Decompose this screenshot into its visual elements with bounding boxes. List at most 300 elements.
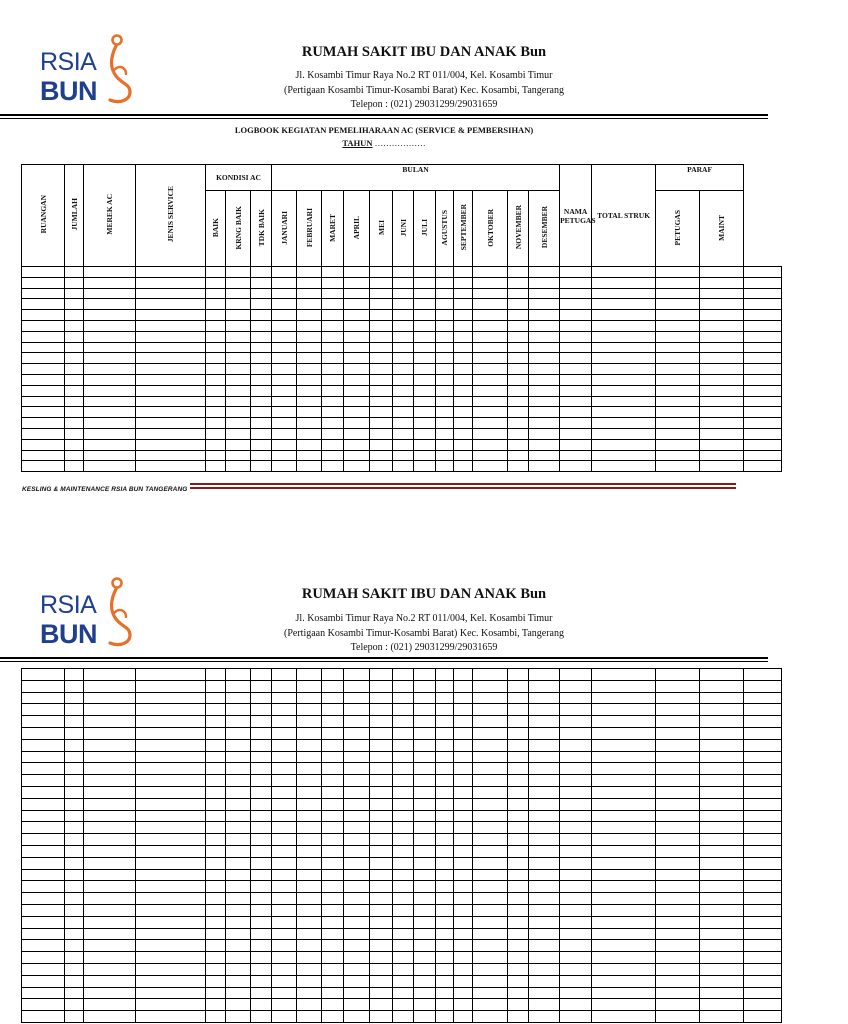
table-cell[interactable]: [22, 751, 65, 763]
table-cell[interactable]: [226, 916, 251, 928]
table-cell[interactable]: [414, 893, 436, 905]
table-cell[interactable]: [251, 727, 272, 739]
table-cell[interactable]: [700, 822, 744, 834]
table-cell[interactable]: [22, 374, 65, 385]
table-cell[interactable]: [592, 786, 656, 798]
table-cell[interactable]: [508, 869, 529, 881]
table-cell[interactable]: [529, 704, 560, 716]
table-cell[interactable]: [560, 739, 592, 751]
table-cell[interactable]: [272, 739, 297, 751]
table-cell[interactable]: [473, 857, 508, 869]
table-cell[interactable]: [226, 461, 251, 472]
table-cell[interactable]: [322, 299, 344, 310]
table-cell[interactable]: [592, 798, 656, 810]
table-cell[interactable]: [226, 952, 251, 964]
table-cell[interactable]: [454, 963, 473, 975]
table-cell[interactable]: [700, 342, 744, 353]
table-cell[interactable]: [84, 916, 136, 928]
table-cell[interactable]: [251, 786, 272, 798]
table-cell[interactable]: [251, 669, 272, 681]
table-cell[interactable]: [529, 267, 560, 278]
table-cell[interactable]: [344, 716, 370, 728]
table-cell[interactable]: [700, 267, 744, 278]
table-cell[interactable]: [322, 822, 344, 834]
table-cell[interactable]: [473, 786, 508, 798]
table-cell[interactable]: [297, 928, 322, 940]
table-cell[interactable]: [700, 810, 744, 822]
table-cell[interactable]: [370, 963, 393, 975]
table-cell[interactable]: [226, 396, 251, 407]
table-cell[interactable]: [744, 751, 782, 763]
table-cell[interactable]: [414, 739, 436, 751]
table-cell[interactable]: [473, 353, 508, 364]
table-cell[interactable]: [272, 342, 297, 353]
table-cell[interactable]: [508, 1011, 529, 1023]
table-cell[interactable]: [592, 353, 656, 364]
table-cell[interactable]: [272, 1011, 297, 1023]
table-cell[interactable]: [473, 940, 508, 952]
table-cell[interactable]: [508, 450, 529, 461]
table-cell[interactable]: [592, 418, 656, 429]
table-cell[interactable]: [508, 963, 529, 975]
table-cell[interactable]: [272, 798, 297, 810]
table-cell[interactable]: [344, 342, 370, 353]
table-cell[interactable]: [393, 267, 414, 278]
table-cell[interactable]: [136, 461, 206, 472]
table-cell[interactable]: [414, 822, 436, 834]
table-cell[interactable]: [226, 904, 251, 916]
table-cell[interactable]: [473, 810, 508, 822]
table-cell[interactable]: [700, 999, 744, 1011]
table-cell[interactable]: [136, 331, 206, 342]
table-cell[interactable]: [393, 727, 414, 739]
table-cell[interactable]: [473, 751, 508, 763]
table-cell[interactable]: [297, 353, 322, 364]
table-cell[interactable]: [414, 810, 436, 822]
table-cell[interactable]: [226, 680, 251, 692]
table-cell[interactable]: [65, 680, 84, 692]
table-cell[interactable]: [393, 364, 414, 375]
table-cell[interactable]: [84, 310, 136, 321]
table-cell[interactable]: [370, 680, 393, 692]
table-cell[interactable]: [744, 692, 782, 704]
table-cell[interactable]: [508, 680, 529, 692]
table-cell[interactable]: [251, 739, 272, 751]
table-cell[interactable]: [744, 450, 782, 461]
table-cell[interactable]: [136, 450, 206, 461]
table-cell[interactable]: [656, 450, 700, 461]
table-cell[interactable]: [436, 299, 454, 310]
table-cell[interactable]: [414, 385, 436, 396]
table-cell[interactable]: [744, 916, 782, 928]
table-cell[interactable]: [473, 952, 508, 964]
table-cell[interactable]: [65, 786, 84, 798]
table-cell[interactable]: [393, 822, 414, 834]
table-cell[interactable]: [251, 963, 272, 975]
table-cell[interactable]: [508, 288, 529, 299]
table-cell[interactable]: [656, 1011, 700, 1023]
table-cell[interactable]: [414, 963, 436, 975]
table-cell[interactable]: [508, 299, 529, 310]
table-cell[interactable]: [529, 928, 560, 940]
table-cell[interactable]: [560, 987, 592, 999]
table-cell[interactable]: [473, 692, 508, 704]
table-cell[interactable]: [473, 342, 508, 353]
table-cell[interactable]: [393, 310, 414, 321]
table-cell[interactable]: [744, 716, 782, 728]
table-cell[interactable]: [206, 869, 226, 881]
table-cell[interactable]: [65, 857, 84, 869]
table-cell[interactable]: [297, 834, 322, 846]
table-cell[interactable]: [272, 975, 297, 987]
table-cell[interactable]: [656, 407, 700, 418]
table-cell[interactable]: [344, 331, 370, 342]
table-cell[interactable]: [84, 727, 136, 739]
table-cell[interactable]: [65, 893, 84, 905]
table-cell[interactable]: [322, 310, 344, 321]
table-cell[interactable]: [344, 418, 370, 429]
table-cell[interactable]: [272, 963, 297, 975]
table-cell[interactable]: [414, 310, 436, 321]
table-cell[interactable]: [473, 822, 508, 834]
table-cell[interactable]: [560, 716, 592, 728]
table-cell[interactable]: [454, 763, 473, 775]
table-cell[interactable]: [592, 277, 656, 288]
table-cell[interactable]: [226, 893, 251, 905]
table-cell[interactable]: [473, 704, 508, 716]
table-cell[interactable]: [344, 893, 370, 905]
table-cell[interactable]: [65, 916, 84, 928]
table-cell[interactable]: [473, 310, 508, 321]
table-cell[interactable]: [251, 374, 272, 385]
table-cell[interactable]: [322, 267, 344, 278]
table-cell[interactable]: [508, 845, 529, 857]
table-cell[interactable]: [370, 893, 393, 905]
table-cell[interactable]: [272, 310, 297, 321]
table-cell[interactable]: [529, 893, 560, 905]
table-cell[interactable]: [251, 822, 272, 834]
table-cell[interactable]: [297, 763, 322, 775]
table-cell[interactable]: [65, 342, 84, 353]
table-cell[interactable]: [529, 331, 560, 342]
table-cell[interactable]: [370, 461, 393, 472]
table-cell[interactable]: [251, 396, 272, 407]
table-cell[interactable]: [322, 952, 344, 964]
table-cell[interactable]: [656, 987, 700, 999]
table-cell[interactable]: [206, 798, 226, 810]
table-cell[interactable]: [322, 739, 344, 751]
table-cell[interactable]: [297, 893, 322, 905]
table-cell[interactable]: [414, 288, 436, 299]
table-cell[interactable]: [592, 374, 656, 385]
table-cell[interactable]: [22, 692, 65, 704]
table-cell[interactable]: [322, 692, 344, 704]
table-cell[interactable]: [65, 461, 84, 472]
table-cell[interactable]: [65, 385, 84, 396]
table-cell[interactable]: [136, 763, 206, 775]
table-cell[interactable]: [700, 310, 744, 321]
table-cell[interactable]: [560, 727, 592, 739]
table-cell[interactable]: [251, 881, 272, 893]
table-cell[interactable]: [473, 669, 508, 681]
table-cell[interactable]: [344, 1011, 370, 1023]
table-cell[interactable]: [744, 727, 782, 739]
table-cell[interactable]: [22, 428, 65, 439]
table-cell[interactable]: [226, 418, 251, 429]
table-cell[interactable]: [136, 288, 206, 299]
table-cell[interactable]: [251, 893, 272, 905]
table-cell[interactable]: [529, 798, 560, 810]
table-cell[interactable]: [560, 428, 592, 439]
table-cell[interactable]: [414, 331, 436, 342]
table-cell[interactable]: [508, 999, 529, 1011]
table-cell[interactable]: [344, 739, 370, 751]
table-cell[interactable]: [592, 428, 656, 439]
table-cell[interactable]: [136, 299, 206, 310]
table-cell[interactable]: [370, 822, 393, 834]
table-cell[interactable]: [744, 439, 782, 450]
table-cell[interactable]: [592, 342, 656, 353]
table-cell[interactable]: [473, 407, 508, 418]
table-cell[interactable]: [473, 331, 508, 342]
table-cell[interactable]: [473, 320, 508, 331]
table-cell[interactable]: [436, 751, 454, 763]
table-cell[interactable]: [414, 881, 436, 893]
table-cell[interactable]: [393, 692, 414, 704]
table-cell[interactable]: [529, 692, 560, 704]
table-cell[interactable]: [529, 396, 560, 407]
table-cell[interactable]: [22, 822, 65, 834]
table-cell[interactable]: [297, 299, 322, 310]
table-cell[interactable]: [297, 798, 322, 810]
table-cell[interactable]: [22, 396, 65, 407]
table-cell[interactable]: [414, 975, 436, 987]
table-cell[interactable]: [65, 439, 84, 450]
table-cell[interactable]: [744, 288, 782, 299]
table-cell[interactable]: [744, 822, 782, 834]
table-cell[interactable]: [297, 881, 322, 893]
table-cell[interactable]: [393, 952, 414, 964]
table-cell[interactable]: [656, 320, 700, 331]
table-cell[interactable]: [744, 904, 782, 916]
table-cell[interactable]: [84, 299, 136, 310]
table-cell[interactable]: [272, 987, 297, 999]
table-cell[interactable]: [508, 893, 529, 905]
table-cell[interactable]: [226, 288, 251, 299]
table-cell[interactable]: [393, 396, 414, 407]
table-cell[interactable]: [322, 893, 344, 905]
table-cell[interactable]: [370, 775, 393, 787]
table-cell[interactable]: [700, 928, 744, 940]
table-cell[interactable]: [656, 364, 700, 375]
table-cell[interactable]: [508, 716, 529, 728]
table-cell[interactable]: [744, 786, 782, 798]
table-cell[interactable]: [560, 810, 592, 822]
table-cell[interactable]: [592, 727, 656, 739]
table-cell[interactable]: [529, 680, 560, 692]
table-cell[interactable]: [136, 845, 206, 857]
table-cell[interactable]: [272, 407, 297, 418]
table-cell[interactable]: [454, 450, 473, 461]
table-cell[interactable]: [656, 775, 700, 787]
table-cell[interactable]: [656, 940, 700, 952]
table-cell[interactable]: [744, 798, 782, 810]
table-cell[interactable]: [136, 834, 206, 846]
table-cell[interactable]: [65, 418, 84, 429]
table-cell[interactable]: [436, 331, 454, 342]
table-cell[interactable]: [22, 288, 65, 299]
table-cell[interactable]: [560, 407, 592, 418]
table-cell[interactable]: [454, 716, 473, 728]
table-cell[interactable]: [744, 299, 782, 310]
table-cell[interactable]: [344, 680, 370, 692]
table-cell[interactable]: [473, 267, 508, 278]
table-cell[interactable]: [473, 999, 508, 1011]
table-cell[interactable]: [297, 810, 322, 822]
table-cell[interactable]: [592, 739, 656, 751]
table-cell[interactable]: [473, 385, 508, 396]
table-cell[interactable]: [393, 716, 414, 728]
table-cell[interactable]: [206, 680, 226, 692]
table-cell[interactable]: [226, 963, 251, 975]
table-cell[interactable]: [251, 751, 272, 763]
table-cell[interactable]: [65, 692, 84, 704]
table-cell[interactable]: [393, 1011, 414, 1023]
table-cell[interactable]: [454, 680, 473, 692]
table-cell[interactable]: [344, 834, 370, 846]
table-cell[interactable]: [22, 763, 65, 775]
table-cell[interactable]: [226, 353, 251, 364]
table-cell[interactable]: [414, 869, 436, 881]
table-cell[interactable]: [136, 385, 206, 396]
table-cell[interactable]: [744, 834, 782, 846]
table-cell[interactable]: [251, 428, 272, 439]
table-cell[interactable]: [700, 704, 744, 716]
table-cell[interactable]: [414, 775, 436, 787]
table-cell[interactable]: [84, 798, 136, 810]
table-cell[interactable]: [436, 893, 454, 905]
table-cell[interactable]: [529, 727, 560, 739]
table-cell[interactable]: [370, 845, 393, 857]
table-cell[interactable]: [744, 952, 782, 964]
table-cell[interactable]: [393, 288, 414, 299]
table-cell[interactable]: [473, 299, 508, 310]
table-cell[interactable]: [226, 786, 251, 798]
table-cell[interactable]: [84, 822, 136, 834]
table-cell[interactable]: [560, 277, 592, 288]
table-cell[interactable]: [206, 975, 226, 987]
table-cell[interactable]: [508, 834, 529, 846]
table-cell[interactable]: [473, 798, 508, 810]
table-cell[interactable]: [22, 739, 65, 751]
table-cell[interactable]: [344, 385, 370, 396]
table-cell[interactable]: [136, 810, 206, 822]
table-cell[interactable]: [84, 342, 136, 353]
table-cell[interactable]: [700, 881, 744, 893]
table-cell[interactable]: [414, 1011, 436, 1023]
table-cell[interactable]: [322, 320, 344, 331]
table-cell[interactable]: [592, 680, 656, 692]
table-cell[interactable]: [65, 374, 84, 385]
table-cell[interactable]: [297, 320, 322, 331]
table-cell[interactable]: [344, 353, 370, 364]
table-cell[interactable]: [560, 822, 592, 834]
table-cell[interactable]: [508, 798, 529, 810]
table-cell[interactable]: [436, 396, 454, 407]
table-cell[interactable]: [592, 987, 656, 999]
table-cell[interactable]: [297, 680, 322, 692]
table-cell[interactable]: [22, 904, 65, 916]
table-cell[interactable]: [592, 669, 656, 681]
table-cell[interactable]: [393, 439, 414, 450]
table-cell[interactable]: [22, 834, 65, 846]
table-cell[interactable]: [206, 952, 226, 964]
table-cell[interactable]: [393, 450, 414, 461]
table-cell[interactable]: [508, 952, 529, 964]
table-cell[interactable]: [560, 288, 592, 299]
table-cell[interactable]: [272, 881, 297, 893]
table-cell[interactable]: [322, 999, 344, 1011]
table-cell[interactable]: [592, 845, 656, 857]
table-cell[interactable]: [529, 277, 560, 288]
table-cell[interactable]: [436, 987, 454, 999]
table-cell[interactable]: [473, 845, 508, 857]
table-cell[interactable]: [370, 857, 393, 869]
table-cell[interactable]: [322, 904, 344, 916]
table-cell[interactable]: [454, 727, 473, 739]
table-cell[interactable]: [414, 342, 436, 353]
table-cell[interactable]: [251, 940, 272, 952]
table-cell[interactable]: [370, 692, 393, 704]
table-cell[interactable]: [65, 704, 84, 716]
table-cell[interactable]: [344, 987, 370, 999]
table-cell[interactable]: [393, 940, 414, 952]
table-cell[interactable]: [393, 869, 414, 881]
table-cell[interactable]: [592, 916, 656, 928]
table-cell[interactable]: [414, 845, 436, 857]
table-cell[interactable]: [370, 834, 393, 846]
table-cell[interactable]: [560, 798, 592, 810]
table-cell[interactable]: [344, 320, 370, 331]
table-cell[interactable]: [65, 364, 84, 375]
table-cell[interactable]: [84, 786, 136, 798]
table-cell[interactable]: [393, 904, 414, 916]
table-cell[interactable]: [656, 716, 700, 728]
table-cell[interactable]: [700, 763, 744, 775]
table-cell[interactable]: [473, 439, 508, 450]
table-cell[interactable]: [136, 439, 206, 450]
table-cell[interactable]: [226, 727, 251, 739]
table-cell[interactable]: [226, 975, 251, 987]
table-cell[interactable]: [508, 916, 529, 928]
table-cell[interactable]: [744, 928, 782, 940]
table-cell[interactable]: [84, 1011, 136, 1023]
table-cell[interactable]: [136, 739, 206, 751]
table-cell[interactable]: [206, 893, 226, 905]
table-cell[interactable]: [393, 845, 414, 857]
table-cell[interactable]: [136, 775, 206, 787]
table-cell[interactable]: [370, 786, 393, 798]
table-cell[interactable]: [297, 418, 322, 429]
table-cell[interactable]: [65, 904, 84, 916]
table-cell[interactable]: [393, 407, 414, 418]
table-cell[interactable]: [136, 916, 206, 928]
table-cell[interactable]: [370, 299, 393, 310]
table-cell[interactable]: [436, 904, 454, 916]
table-cell[interactable]: [297, 342, 322, 353]
table-cell[interactable]: [251, 1011, 272, 1023]
table-cell[interactable]: [297, 940, 322, 952]
